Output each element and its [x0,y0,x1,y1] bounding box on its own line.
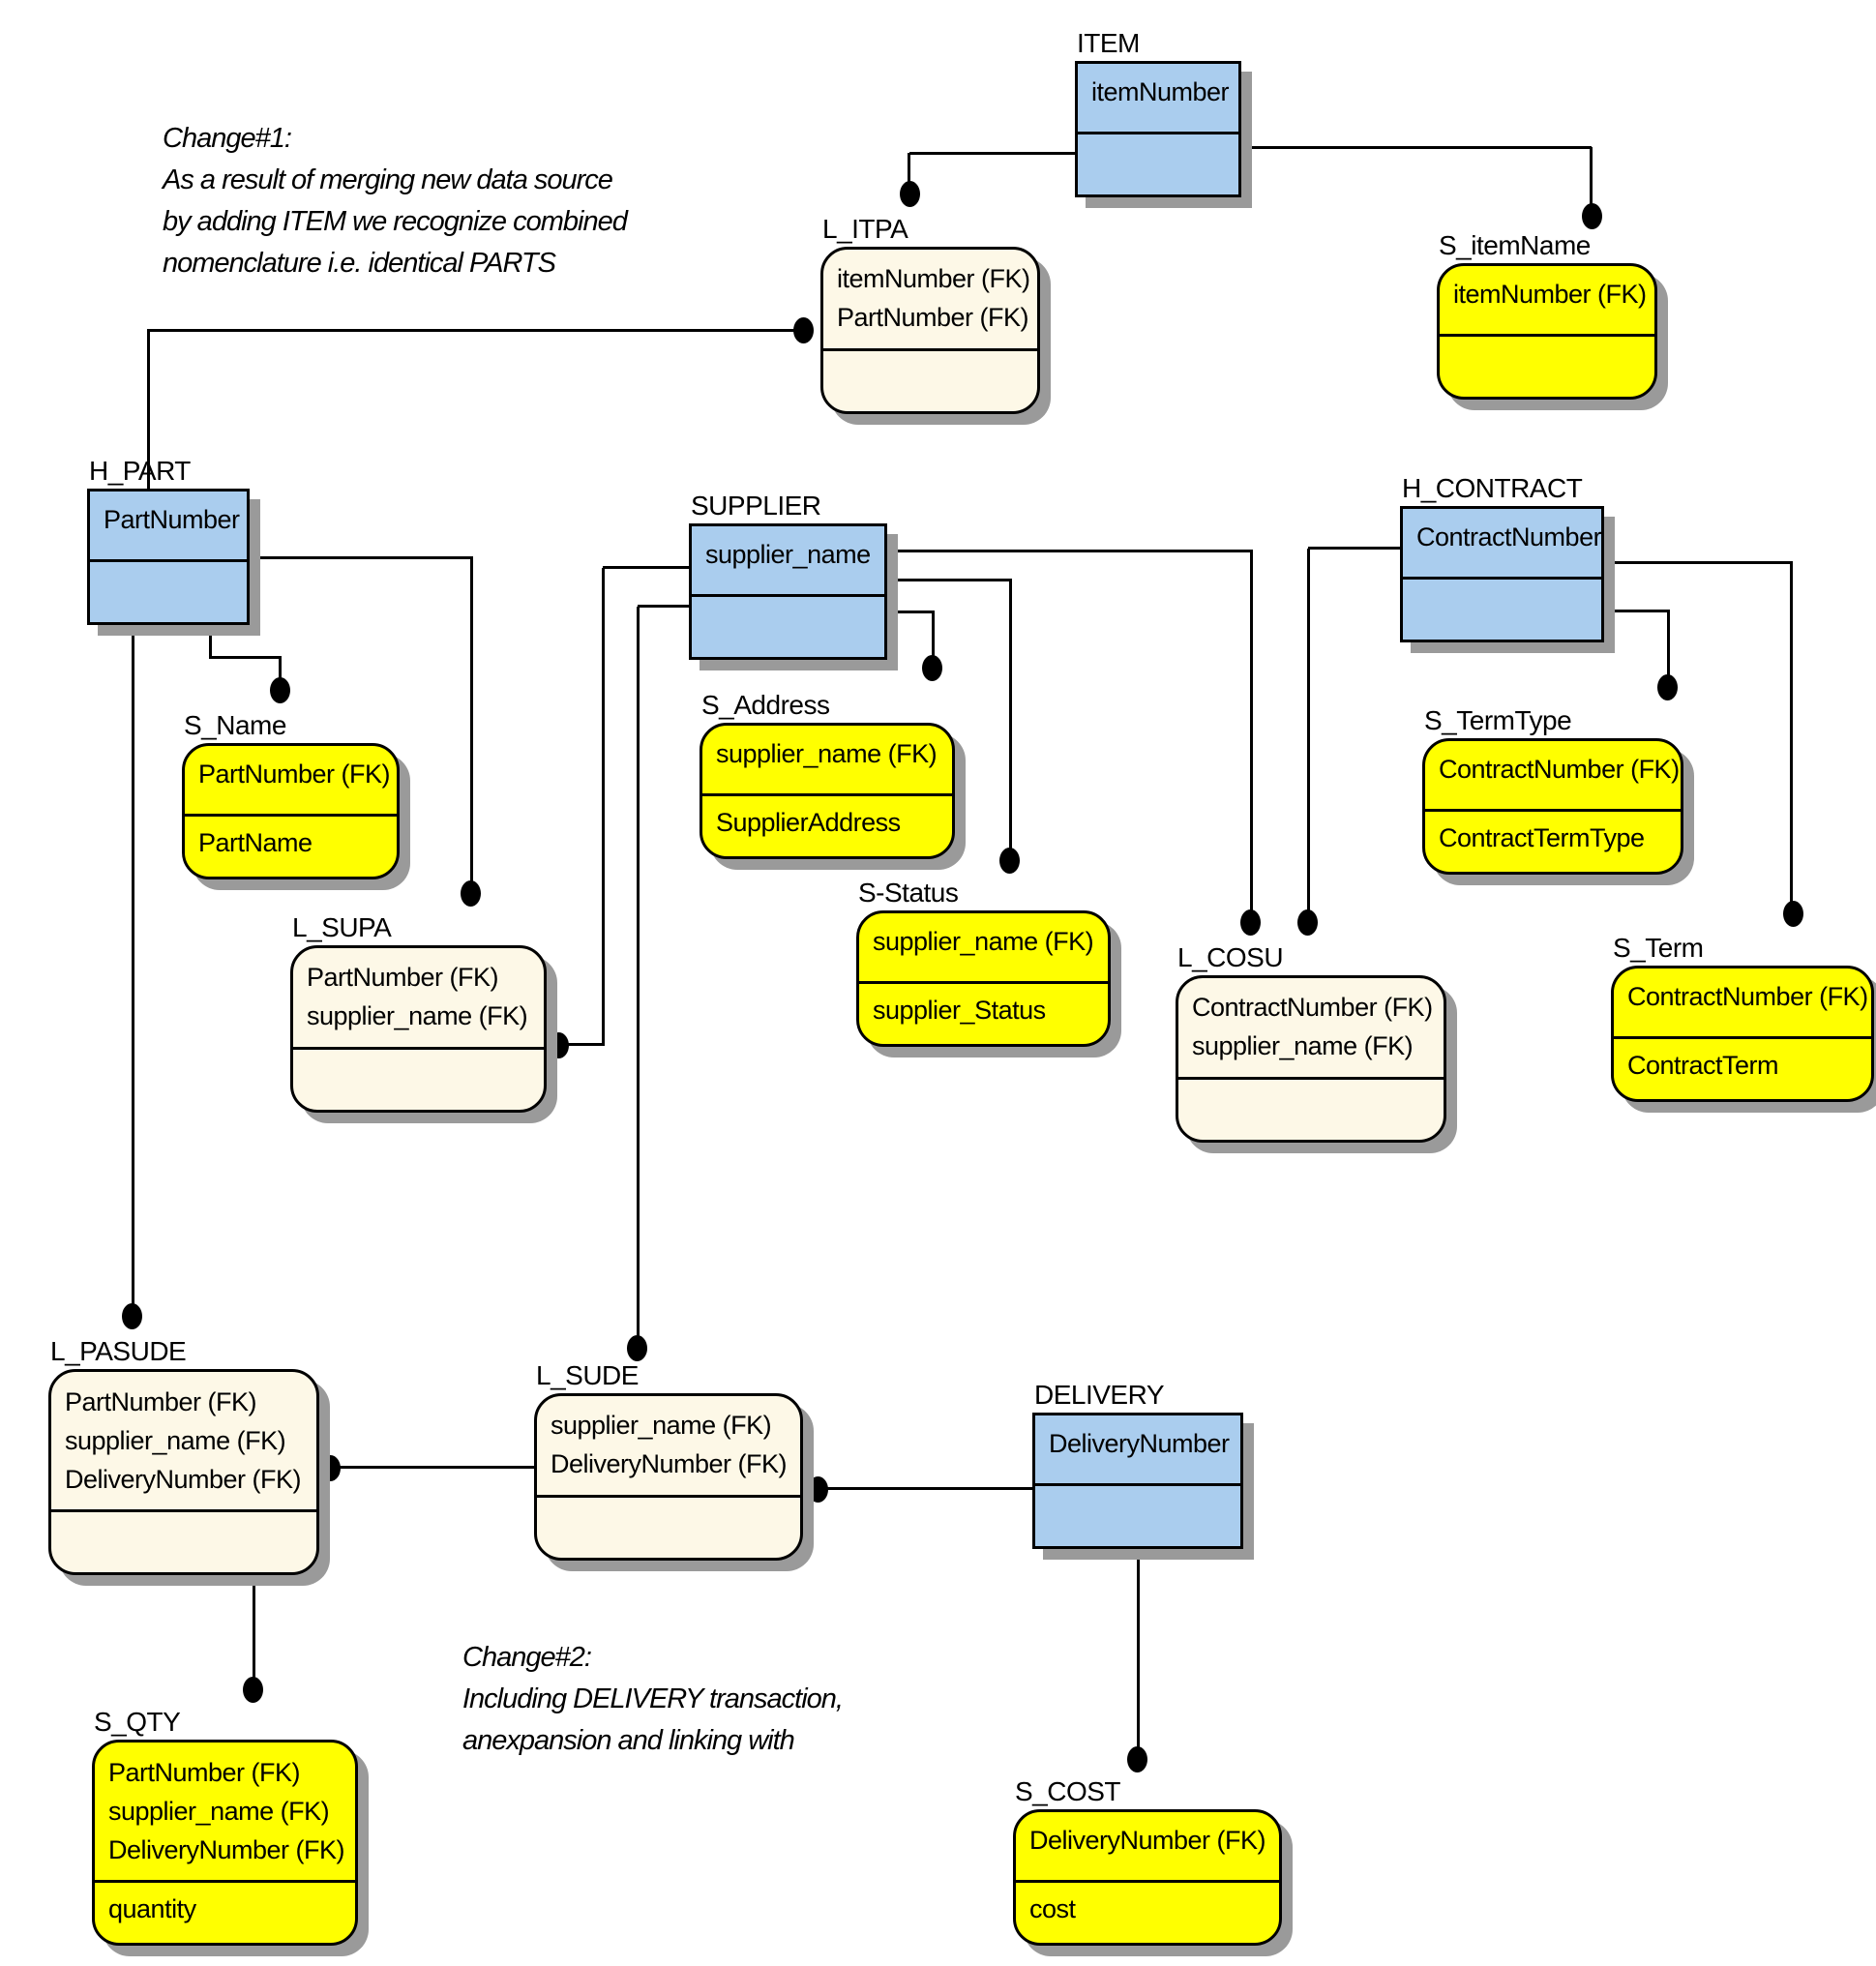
connector-dot [461,880,481,907]
connector-dot [1297,909,1318,936]
entity-box [1013,1809,1282,1946]
key-attribute: ContractNumber (FK) [1192,993,1433,1022]
entity-box [48,1369,319,1575]
entity-item[interactable] [1075,29,1241,197]
wire [602,568,605,1044]
entity-h-part[interactable] [87,457,250,625]
connector-dot [549,1032,569,1058]
connector-dot [793,317,814,343]
entity-box [1400,506,1604,642]
annotation-title: Change#1: [163,123,291,154]
entity-s-term[interactable] [1611,934,1874,1102]
wire [1308,547,1400,550]
attribute: SupplierAddress [716,808,901,837]
key-attribute: PartNumber (FK) [198,760,391,789]
entity-h-contract[interactable] [1400,474,1604,642]
connector-dot [122,1303,142,1329]
wire [132,611,134,1304]
wire [337,1466,534,1469]
entity-label: H_PART [89,456,191,486]
empty-section [1035,1486,1240,1546]
entity-label: H_CONTRACT [1402,473,1583,503]
wire [824,1487,1032,1490]
wire [1590,147,1593,208]
entity-label: S_itemName [1439,230,1591,260]
entity-box [87,489,250,625]
wire [253,1567,255,1680]
key-attribute: supplier_name (FK) [1192,1031,1414,1060]
key-attribute: supplier_name (FK) [551,1411,772,1440]
empty-section [293,1050,544,1110]
wire [566,1043,605,1046]
connector-dot [1783,901,1803,927]
wire [147,329,795,332]
entity-l-cosu[interactable] [1176,943,1446,1143]
entity-label: S_Address [701,690,830,720]
entity-s-termtype[interactable] [1422,706,1683,875]
empty-section [823,351,1037,411]
wire [932,612,935,658]
wire [637,607,640,1338]
entity-box [1437,263,1657,400]
wire [250,556,473,559]
entity-label: L_ITPA [822,214,908,244]
entity-box [700,723,955,859]
entity-s-cost[interactable] [1013,1777,1282,1946]
empty-section [90,562,247,622]
entity-label: S-Status [858,878,959,908]
entity-label: L_PASUDE [50,1336,187,1366]
empty-section [1440,337,1654,397]
key-attribute: DeliveryNumber (FK) [551,1449,788,1478]
entity-box [1075,61,1241,197]
entity-box [1032,1413,1243,1549]
key-attribute: ContractNumber (FK) [1439,755,1680,784]
entity-label: S_QTY [94,1707,181,1737]
entity-s-name[interactable] [182,711,400,879]
key-attribute: PartNumber (FK) [307,963,499,992]
annotation-line: by adding ITEM we recognize combined [163,206,627,237]
attribute: ContractTerm [1627,1051,1779,1080]
connector-dot [1657,674,1678,700]
wire [603,566,689,569]
connector-dot [243,1677,263,1703]
connector-dot [922,655,942,681]
wire [1667,611,1670,677]
wire [470,558,473,882]
annotation-line: anexpansion and linking with [462,1725,794,1756]
empty-section [1078,134,1238,194]
empty-section [51,1512,316,1572]
wire [209,656,282,659]
wire [908,153,910,184]
key-attribute: PartNumber (FK) [108,1758,301,1787]
entity-label: S_TermType [1424,705,1572,735]
entity-box [1422,738,1683,875]
entity-l-sude[interactable] [534,1361,803,1561]
annotation-change2 [462,1637,843,1762]
wire [1604,610,1670,612]
wire [1604,561,1793,564]
entity-label: L_SUPA [292,912,392,942]
annotation-line: Including DELIVERY transaction, [462,1683,843,1714]
annotation-change1 [163,118,627,284]
entity-l-pasude[interactable] [48,1337,319,1575]
key-attribute: supplier_name [705,540,871,569]
entity-delivery[interactable] [1032,1381,1243,1549]
wire [887,611,935,613]
attribute: cost [1029,1894,1076,1923]
key-attribute: itemNumber (FK) [837,264,1030,293]
entity-s-status[interactable] [856,879,1111,1047]
entity-label: S_COST [1015,1776,1121,1806]
key-attribute: supplier_name (FK) [65,1426,286,1455]
connector-dot [1240,909,1261,936]
entity-label: S_Name [184,710,286,740]
empty-section [1403,580,1601,640]
wire [1241,146,1592,149]
entity-box [856,910,1111,1047]
connector-dot [270,677,290,703]
wire [1790,563,1793,903]
connector-dot [320,1455,341,1481]
entity-l-supa[interactable] [290,913,547,1113]
attribute: quantity [108,1894,196,1923]
attribute: ContractTermType [1439,823,1645,852]
key-attribute: PartNumber (FK) [65,1387,257,1416]
attribute: supplier_Status [873,996,1046,1025]
key-attribute: PartNumber [104,505,240,534]
annotation-title: Change#2: [462,1642,591,1673]
key-attribute: supplier_name (FK) [307,1001,528,1030]
empty-section [1178,1080,1444,1140]
entity-label: ITEM [1077,28,1140,58]
entity-supplier[interactable] [689,492,887,660]
wire [638,605,689,608]
entity-box [290,945,547,1113]
empty-section [537,1498,800,1558]
entity-s-itemname[interactable] [1437,231,1657,400]
key-attribute: ContractNumber [1416,522,1601,551]
key-attribute: DeliveryNumber (FK) [65,1465,302,1494]
entity-box [1611,966,1874,1102]
entity-box [182,743,400,879]
entity-box [820,247,1040,414]
key-attribute: supplier_name (FK) [873,927,1094,956]
key-attribute: DeliveryNumber (FK) [1029,1826,1266,1855]
connector-dot [900,181,920,207]
key-attribute: DeliveryNumber (FK) [108,1835,345,1864]
connector-dot [1127,1746,1147,1772]
annotation-line: nomenclature i.e. identical PARTS [163,248,555,279]
key-attribute: itemNumber [1091,77,1230,106]
entity-s-address[interactable] [700,691,955,859]
entity-box [92,1740,358,1946]
connector-dot [999,848,1020,874]
wire [1307,549,1310,912]
key-attribute: supplier_name (FK) [716,739,938,768]
entity-label: DELIVERY [1034,1380,1164,1410]
attribute: PartName [198,828,313,857]
wire [1137,1535,1140,1749]
entity-label: SUPPLIER [691,491,821,521]
entity-l-itpa[interactable] [820,215,1040,414]
annotation-line: As a result of merging new data source [163,164,612,195]
connector-dot [808,1476,828,1503]
entity-box [689,523,887,660]
connector-dot [627,1335,647,1361]
wire [1250,551,1253,912]
entity-box [1176,975,1446,1143]
key-attribute: ContractNumber (FK) [1627,982,1868,1011]
entity-label: L_COSU [1177,942,1284,972]
entity-label: S_Term [1613,933,1704,963]
wire [887,550,1253,552]
key-attribute: supplier_name (FK) [108,1797,330,1826]
key-attribute: itemNumber (FK) [1453,280,1647,309]
key-attribute: PartNumber (FK) [837,303,1029,332]
entity-s-qty[interactable] [92,1708,358,1946]
key-attribute: DeliveryNumber [1049,1429,1230,1458]
entity-label: L_SUDE [536,1360,639,1390]
entity-box [534,1393,803,1561]
empty-section [692,597,884,657]
wire [1009,581,1012,849]
connector-dot [1582,203,1602,229]
wire [887,579,1012,581]
wire [909,152,1075,155]
